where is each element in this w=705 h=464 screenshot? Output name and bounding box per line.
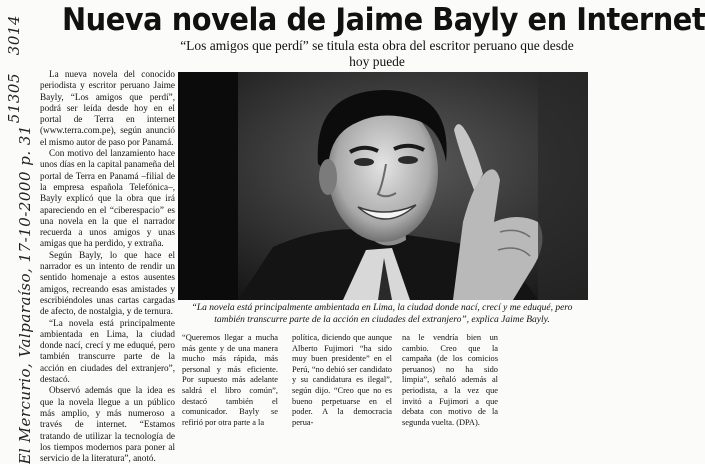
headline: Nueva novela de Jaime Bayly en Internet xyxy=(62,2,705,38)
author-photo xyxy=(178,72,588,300)
archive-code: 51305 xyxy=(5,73,23,124)
paragraph: La nueva novela del conocido periodista y escritor peruano Jaime Bayly, “Los amigos que perdí”, podrá ser leída desde hoy en el portal de Terra en internet (www.terra.com.pe), según anunció el mismo autor de paso por Panamá. xyxy=(40,69,175,147)
body-column-2: “Queremos llegar a mucha más gente y de una manera mucho más rápida, más personal y más eficiente. Por supuesto más adelante saldrá el libro común”, destacó también el comunicador. Bayly se refirió por otra parte a la xyxy=(182,333,278,427)
paragraph: Según Bayly, lo que hace el narrador es un intento de rendir un sentido homenaje a estos ausentes amigos, recreando esas amistades y escribiéndoles unas cartas cargadas de afecto, de nostalgia, y de ternura. xyxy=(40,249,175,317)
archive-id: 3014 xyxy=(5,15,23,56)
source-note: El Mercurio, Valparaíso, 17-10-2000 p. 31 xyxy=(16,125,34,464)
subhead-line-1: “Los amigos que perdí” se titula esta obra del escritor peruano que desde hoy puede xyxy=(180,38,574,69)
paragraph: Con motivo del lanzamiento hace unos días en la capital panameña del portal de Terra en Panamá –filial de la empresa española Telefónica–, Bayly explicó que la obra que irá apareciendo en el “ciberespacio” es una novela en la que el narrador recuerda a unos amigos y unas amigas que ha perdido, y extraña. xyxy=(40,148,175,249)
photo-caption: “La novela está principalmente ambientada en Lima, la ciudad donde nací, crecí y me eduqué, pero también transcurre parte de la acción en ciudades del extranjero”, explica Jaime Bayly. xyxy=(191,303,573,325)
body-column-4: na le vendría bien un cambio. Creo que la campaña (de los comicios peruanos) no ha sido limpia”, señaló además al periodista, a la vez que invitó a Fujimori a que debata con motivo de la segunda vuelta. (DPA). xyxy=(402,333,498,427)
handwritten-annotation xyxy=(2,15,36,464)
body-column-3: política, diciendo que aunque Alberto Fujimori “ha sido muy buen presidente” en el Perú, “no debió ser candidato y su candidatura es ilegal”, según dijo. “Creo que no es bueno perpetuarse en el poder. A la democracia perua- xyxy=(292,333,392,427)
author-portrait-illustration xyxy=(178,72,588,300)
body-column-1 xyxy=(40,69,175,464)
paragraph: “La novela está principalmente ambientada en Lima, la ciudad donde nací, crecí y me eduqué, pero también transcurre parte de la acción en ciudades del extranjero”, destacó. xyxy=(40,317,175,385)
paragraph: Observó además que la idea es que la novela llegue a un público más amplio, y más numeroso a través de internet. “Estamos tratando de utilizar la tecnología de los tiempos modernos para poner al servicio de la literatura”, anotó. xyxy=(40,385,175,464)
